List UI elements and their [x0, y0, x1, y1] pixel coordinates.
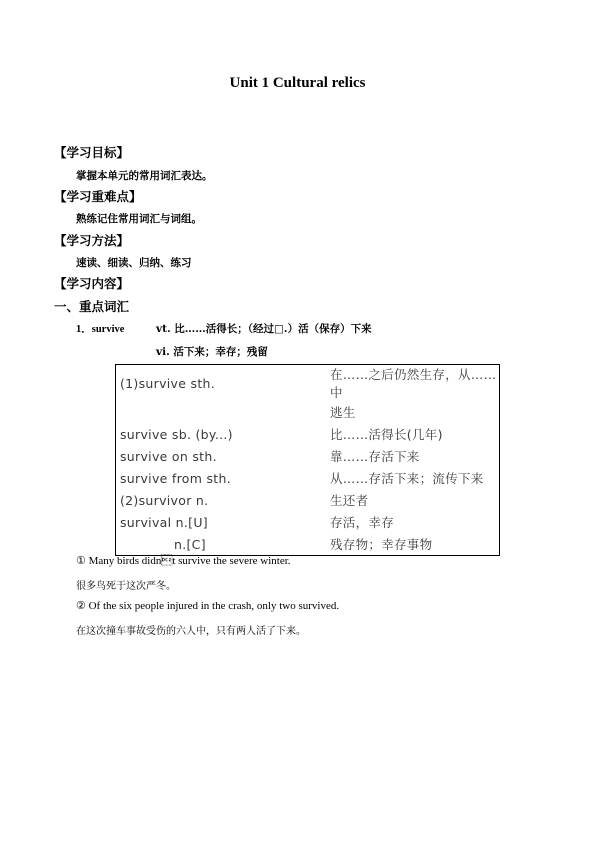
goals-text: 掌握本单元的常用词汇表达。	[76, 170, 213, 182]
table-cell-meaning: 生还者	[330, 493, 369, 508]
part-one-heading: 一、重点词汇	[54, 299, 130, 314]
table-cell-phrase: survive sb. (by...)	[120, 426, 233, 442]
table-row	[116, 489, 500, 511]
table-cell-meaning: 在……之后仍然生存，从……中	[330, 367, 497, 400]
table-cell-meaning: 比……活得长(几年)	[330, 427, 443, 442]
table-cell-phrase: survive from sth.	[120, 470, 231, 486]
vi-definition: vi. 活下来；幸存；残留	[156, 346, 268, 358]
table-row	[116, 511, 500, 533]
table-cell-meaning: 存活，幸存	[330, 515, 395, 530]
key-points-text: 熟练记住常用词汇与词组。	[76, 213, 202, 225]
example-2-chinese: 在这次撞车事故受伤的六人中，只有两人活了下来。	[76, 626, 306, 637]
table-row	[116, 533, 500, 556]
table-cell-meaning: 从……存活下来；流传下来	[330, 471, 484, 486]
page-title: Unit 1 Cultural relics	[229, 75, 366, 91]
example-2-english: ② Of the six people injured in the crash, only two survived.	[76, 600, 340, 612]
table-cell-phrase: (1)survive sth.	[120, 375, 216, 391]
table-cell-phrase	[116, 401, 327, 423]
example-1-english: ① Many birds didnt survive the severe winter.	[76, 555, 291, 567]
table-cell-phrase: n.[C]	[174, 536, 206, 552]
table-row	[116, 365, 500, 402]
method-text: 速读、细读、归纳、练习	[76, 257, 192, 269]
table-cell-meaning: 靠……存活下来	[330, 449, 420, 464]
content-heading: 【学习内容】	[54, 276, 130, 291]
table-cell-phrase: (2)survivor n.	[120, 492, 209, 508]
table-row	[116, 423, 500, 445]
table-row	[116, 467, 500, 489]
table-row	[116, 445, 500, 467]
vocab-word: 1．survive	[76, 324, 125, 335]
goals-heading: 【学习目标】	[54, 145, 130, 160]
table-cell-meaning: 逃生	[330, 405, 356, 420]
key-points-heading: 【学习重难点】	[54, 189, 142, 204]
table-row	[116, 401, 500, 423]
vt-definition: vt. 比……活得长；（经过□.）活（保存）下来	[156, 323, 372, 335]
table-cell-phrase: survive on sth.	[120, 448, 217, 464]
table-cell-meaning: 残存物；幸存事物	[330, 537, 433, 552]
example-1-chinese: 很多鸟死于这次严冬。	[76, 581, 176, 592]
method-heading: 【学习方法】	[54, 233, 130, 248]
table-cell-phrase: survival n.[U]	[120, 514, 208, 530]
vocab-table	[115, 364, 500, 556]
